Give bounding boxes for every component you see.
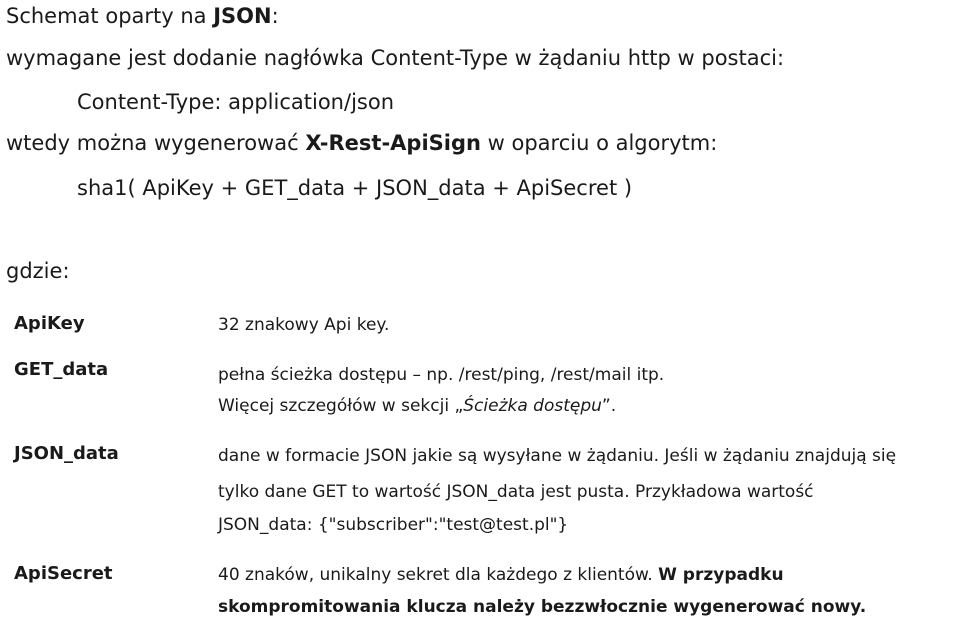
intro-schema-suffix: : [271,4,279,28]
intro-schema-line [6,3,279,29]
term-apisecret: ApiSecret [14,563,113,584]
desc-apisecret-line1 [218,564,784,586]
intro-apisign-suffix: w oparciu o algorytm: [480,131,718,155]
intro-content-type-example: Content-Type: application/json [77,90,394,114]
term-get-data: GET_data [14,359,109,380]
intro-apisign-prefix: wtedy można wygenerować [6,131,306,155]
intro-apisign-name: X-Rest-ApiSign [305,131,481,155]
intro-algorithm-formula: sha1( ApiKey + GET_data + JSON_data + ApiSecret ) [77,176,633,200]
intro-schema-json: JSON [213,4,272,28]
term-apikey: ApiKey [14,313,85,334]
where-heading: gdzie: [6,259,70,283]
intro-header-requirement: wymagane jest dodanie nagłówka Content-Type w żądaniu http w postaci: [6,46,785,70]
desc-apisecret-warning-start: W przypadku [658,565,784,585]
desc-get-data-section-name: Ścieżka dostępu [463,396,602,416]
desc-json-data-line2: tylko dane GET to wartość JSON_data jest pusta. Przykładowa wartość [218,482,814,502]
desc-get-data-line2-suffix: ”. [601,396,617,416]
desc-get-data-line2 [218,395,616,417]
desc-json-data-line1: dane w formacie JSON jakie są wysyłane w żądaniu. Jeśli w żądaniu znajdują się [218,446,897,466]
intro-schema-prefix: Schemat oparty na [6,4,214,28]
desc-apikey: 32 znakowy Api key. [218,315,390,335]
desc-get-data-line1: pełna ścieżka dostępu – np. /rest/ping, /rest/mail itp. [218,365,665,385]
desc-json-data-example: JSON_data: {"subscriber":"test@test.pl"} [218,515,569,535]
term-json-data: JSON_data [14,443,119,464]
desc-apisecret-line1-prefix: 40 znaków, unikalny sekret dla każdego z klientów. [218,565,659,585]
desc-get-data-line2-prefix: Więcej szczegółów w sekcji „ [218,396,464,416]
intro-apisign-line [6,130,717,156]
desc-apisecret-warning: skompromitowania klucza należy bezzwłocznie wygenerować nowy. [218,597,867,617]
